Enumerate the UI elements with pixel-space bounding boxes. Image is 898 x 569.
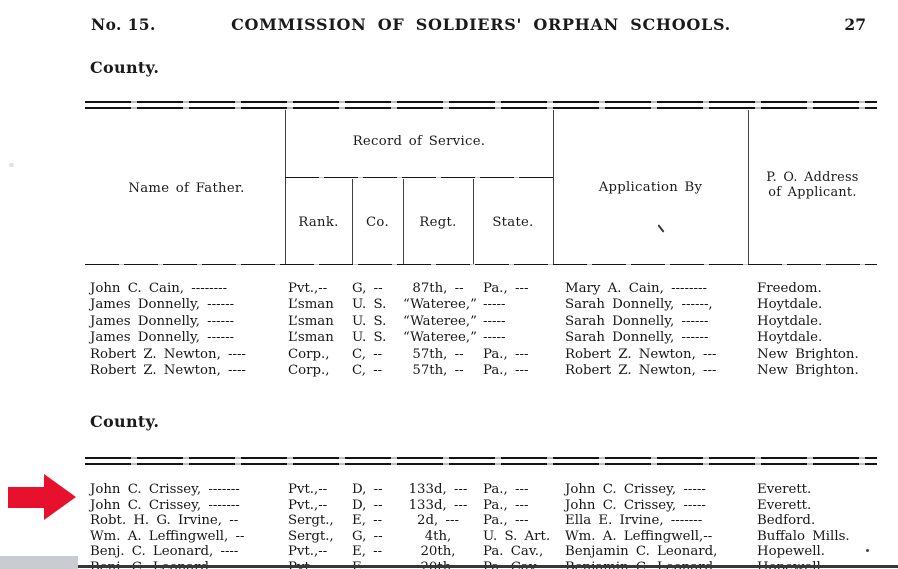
cell-rank: Corp., [288, 363, 330, 379]
cell-state: ----- [483, 297, 506, 313]
column-header-state: State. [492, 215, 534, 230]
table2-top-rule-upper [85, 457, 877, 459]
cell-application: Wm. A. Leffingwell,-- [565, 528, 713, 544]
cell-co: U. S. [352, 330, 387, 346]
records-table-section-1 [88, 281, 880, 380]
cell-address: New Brighton. [757, 363, 859, 379]
cell-state: Pa., --- [483, 363, 529, 379]
scan-edge-bar [8, 565, 898, 568]
record-row [88, 347, 880, 363]
cell-address: Everett. [757, 482, 812, 497]
cell-regt: 57th, -- [412, 363, 464, 379]
cell-father: Robert Z. Newton, ---- [90, 346, 247, 362]
cell-address: Hoytdale. [757, 313, 823, 329]
cell-regt: 2d, --- [417, 513, 459, 529]
cell-application: Robert Z. Newton, --- [565, 346, 717, 362]
cell-application: Sarah Donnelly, ------ [565, 330, 709, 346]
record-row [88, 314, 880, 330]
record-row [88, 482, 880, 498]
scan-edge-corner [0, 556, 78, 569]
cell-application: Robert Z. Newton, --- [565, 363, 717, 379]
scan-speck [9, 163, 14, 167]
cell-co: D, -- [352, 482, 383, 497]
cell-application: Sarah Donnelly, ------, [565, 297, 713, 313]
cell-rank: L’sman [288, 313, 334, 329]
cell-application: Benjamin C. Leonard, [565, 544, 718, 560]
table-top-rule-lower [85, 107, 877, 109]
section-heading-county-1: County. [90, 58, 160, 77]
cell-application: Mary A. Cain, -------- [565, 281, 708, 296]
cell-state: Pa., --- [483, 346, 529, 362]
cell-application: John C. Crissey, ----- [565, 497, 706, 513]
record-row [88, 363, 880, 379]
cell-father: John C. Crissey, ------- [90, 482, 240, 497]
column-header-po-address [748, 170, 877, 200]
cell-address: Everett. [757, 497, 812, 513]
cell-regt: 87th, -- [412, 281, 464, 296]
cell-father: Robt. H. G. Irvine, -- [90, 513, 239, 529]
cell-regt: 4th, [424, 528, 452, 544]
cell-application: John C. Crissey, ----- [565, 482, 706, 497]
table2-top-rule-lower [85, 463, 877, 465]
cell-co: G, -- [352, 281, 383, 296]
cell-co: U. S. [352, 297, 387, 313]
page-number: 27 [844, 15, 866, 34]
scan-speck [866, 549, 869, 552]
cell-co: G, -- [352, 528, 383, 544]
cell-father: James Donnelly, ------ [90, 330, 235, 346]
cell-state: Pa. Cav., [483, 544, 544, 560]
cell-rank: Corp., [288, 346, 330, 362]
cell-state: ----- [483, 313, 506, 329]
records-table-section-2 [88, 482, 880, 569]
red-arrow-head [44, 474, 76, 520]
cell-state: Pa., --- [483, 497, 529, 513]
cell-rank: Pvt.,-- [288, 281, 328, 296]
cell-father: John C. Crissey, ------- [90, 497, 240, 513]
cell-father: Wm. A. Leffingwell, -- [90, 528, 245, 544]
cell-co: E, -- [352, 544, 383, 560]
cell-rank: Pvt.,-- [288, 544, 328, 560]
cell-father: Robert Z. Newton, ---- [90, 363, 247, 379]
cell-regt: 133d, --- [408, 482, 468, 497]
cell-address: Hoytdale. [757, 330, 823, 346]
ink-mark [657, 224, 664, 232]
document-number: No. 15. [91, 15, 156, 34]
cell-regt: “Wateree,” [403, 297, 477, 313]
record-row [88, 529, 880, 545]
cell-regt: “Wateree,” [403, 313, 477, 329]
cell-state: Pa., --- [483, 482, 529, 497]
column-header-co: Co. [366, 215, 389, 230]
cell-father: Benj. C. Leonard, ---- [90, 544, 239, 560]
record-row [88, 513, 880, 529]
cell-regt: 57th, -- [412, 346, 464, 362]
cell-co: E, -- [352, 513, 383, 529]
cell-address: Hopewell. [757, 544, 825, 560]
section-heading-county-2: County. [90, 412, 160, 431]
cell-rank: Pvt.,-- [288, 482, 328, 497]
page-title: COMMISSION OF SOLDIERS' ORPHAN SCHOOLS. [231, 15, 731, 34]
header-bottom-rule [85, 264, 877, 265]
table-top-rule-upper [85, 101, 877, 103]
cell-rank: L’sman [288, 297, 334, 313]
cell-father: James Donnelly, ------ [90, 297, 235, 313]
cell-regt: “Wateree,” [403, 330, 477, 346]
record-row [88, 297, 880, 313]
cell-co: C, -- [352, 363, 383, 379]
cell-co: C, -- [352, 346, 383, 362]
po-address-line2: of Applicant. [768, 185, 857, 200]
record-row [88, 281, 880, 297]
cell-father: James Donnelly, ------ [90, 313, 235, 329]
column-group-header-record-of-service: Record of Service. [352, 134, 486, 149]
cell-application: Ella E. Irvine, ------- [565, 513, 703, 529]
cell-rank: Sergt., [288, 513, 334, 529]
cell-application: Sarah Donnelly, ------ [565, 313, 709, 329]
cell-co: D, -- [352, 497, 383, 513]
record-row [88, 330, 880, 346]
cell-state: Pa., --- [483, 281, 529, 296]
cell-regt: 20th, [420, 544, 456, 560]
column-header-regt: Regt. [419, 215, 457, 230]
cell-address: Freedom. [757, 281, 822, 296]
cell-rank: L’sman [288, 330, 334, 346]
cell-rank: Sergt., [288, 528, 334, 544]
cell-state: U. S. Art. [483, 528, 551, 544]
cell-state: Pa., --- [483, 513, 529, 529]
column-header-rank: Rank. [298, 215, 339, 230]
cell-state: ----- [483, 330, 506, 346]
cell-address: Bedford. [757, 513, 816, 529]
column-header-name-of-father: Name of Father. [128, 181, 245, 196]
column-header-application-by: Application By [598, 180, 703, 195]
cell-address: New Brighton. [757, 346, 859, 362]
record-row [88, 498, 880, 514]
cell-father: John C. Cain, -------- [90, 281, 228, 296]
po-address-line1: P. O. Address [766, 170, 859, 185]
record-of-service-underline [285, 177, 553, 178]
red-arrow-shaft [8, 487, 46, 508]
cell-regt: 133d, --- [408, 497, 468, 513]
cell-address: Buffalo Mills. [757, 528, 850, 544]
record-row [88, 544, 880, 560]
cell-co: U. S. [352, 313, 387, 329]
cell-rank: Pvt.,-- [288, 497, 328, 513]
cell-address: Hoytdale. [757, 297, 823, 313]
